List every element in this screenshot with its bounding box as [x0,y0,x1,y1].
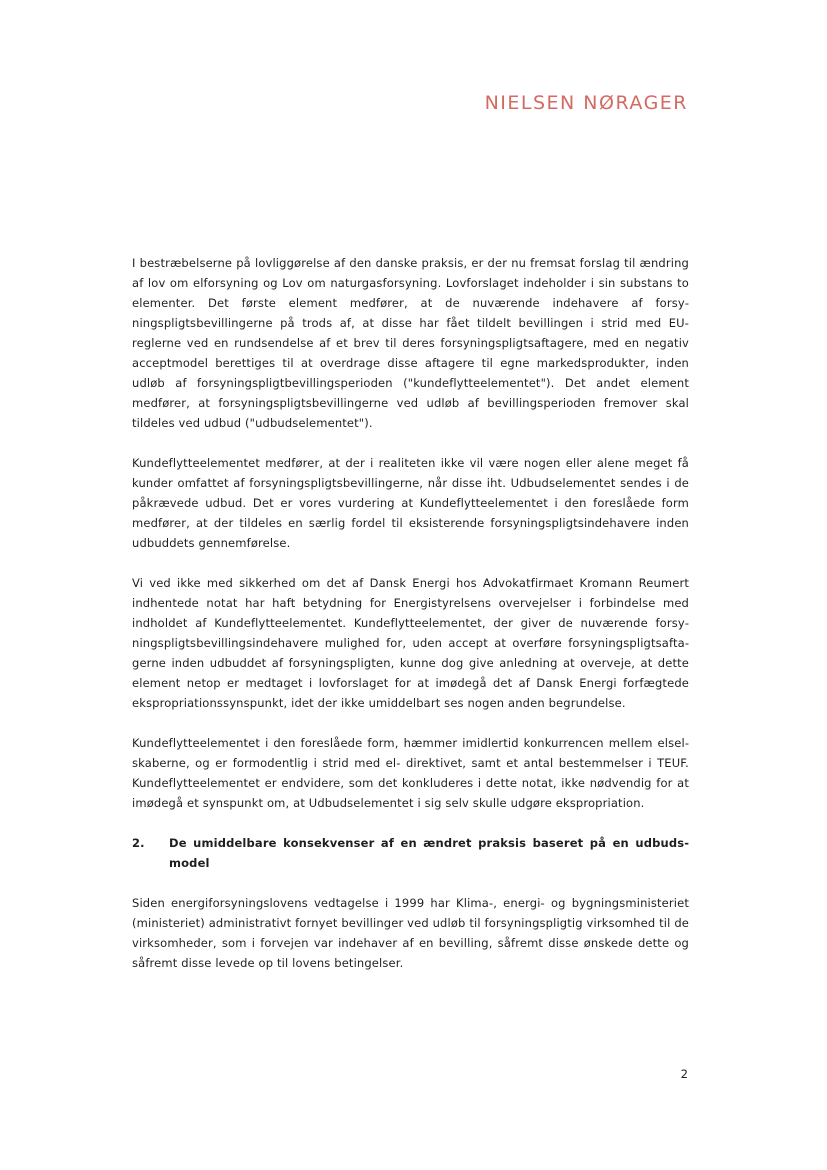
company-logo: NIELSEN NØRAGER [484,92,688,114]
paragraph: I bestræbelserne på lovliggørelse af den danske praksis, er der nu fremsat forslag til ændring af lov om elforsyning og Lov om naturgasforsyning. Lovforslaget indeholder i sin substans to elementer. Det første element medfører, at de nuværende indehavere af forsyningspligtsbevillingerne på trods af, at disse har fået tildelt bevillingen i strid med EU-reglerne ved en rundsendelse af et brev til deres forsyningspligtsaftagere, med en negativ acceptmodel berettiges til at overdrage disse aftagere til egne markedsprodukter, inden udløb af forsyningspligtbevillingsperioden ("kundeflytteelementet"). Det andet element medfører, at forsyningspligtsbevillingerne ved udløb af bevillingsperioden fremover skal tildeles ved udbud ("udbudselementet"). [132,256,689,430]
paragraph: Vi ved ikke med sikkerhed om det af Dansk Energi hos Advokatfirmaet Kromann Reumert indhentede notat har haft betydning for Energistyrelsens overvejelser i forbindelse med indholdet af Kundeflytteelementet. Kundeflytteelementet, der giver de nuværende forsyningspligtsbevillingsindehavere mulighed for, uden accept at overføre forsyningspligtsaftagerne inden udbuddet af forsyningspligten, kunne dog give anledning at overveje, at dette element netop er medtaget i lovforslaget for at imødegå det af Dansk Energi forfægtede ekspropriationssynspunkt, idet der ikke umiddelbart ses nogen anden begrundelse. [132,576,689,710]
section-heading [132,833,689,873]
section-paragraph: Siden energiforsyningslovens vedtagelse i 1999 har Klima-, energi- og bygningsministeriet (ministeriet) administrativt fornyet bevillinger ved udløb til forsyningspligtig virksomhed til de virksomheder, som i forvejen var indehaver af en bevilling, såfremt disse ønskede dette og såfremt disse levede op til lovens betingelser. [132,896,689,970]
section-title: De umiddelbare konsekvenser af en ændret praksis baseret på en udbudsmodel [169,836,689,870]
paragraph: Kundeflytteelementet i den foreslåede form, hæmmer imidlertid konkurrencen mellem elselskaberne, og er formodentlig i strid med el- direktivet, samt et antal bestemmelser i TEUF. Kundeflytteelementet er endvidere, som det konkluderes i dette notat, ikke nødvendig for at imødegå et synspunkt om, at Udbudselementet i sig selv skulle udgøre ekspropriation. [132,736,689,810]
paragraph: Kundeflytteelementet medfører, at der i realiteten ikke vil være nogen eller alene meget få kunder omfattet af forsyningspligtsbevillingerne, når disse iht. Udbudselementet sendes i de påkrævede udbud. Det er vores vurdering at Kundeflytteelementet i den foreslåede form medfører, at der tildeles en særlig fordel til eksisterende forsyningspligtsindehavere inden udbuddets gennemførelse. [132,456,689,550]
document-body [132,253,689,993]
section-number: 2. [132,836,145,850]
page-number: 2 [680,1067,688,1081]
